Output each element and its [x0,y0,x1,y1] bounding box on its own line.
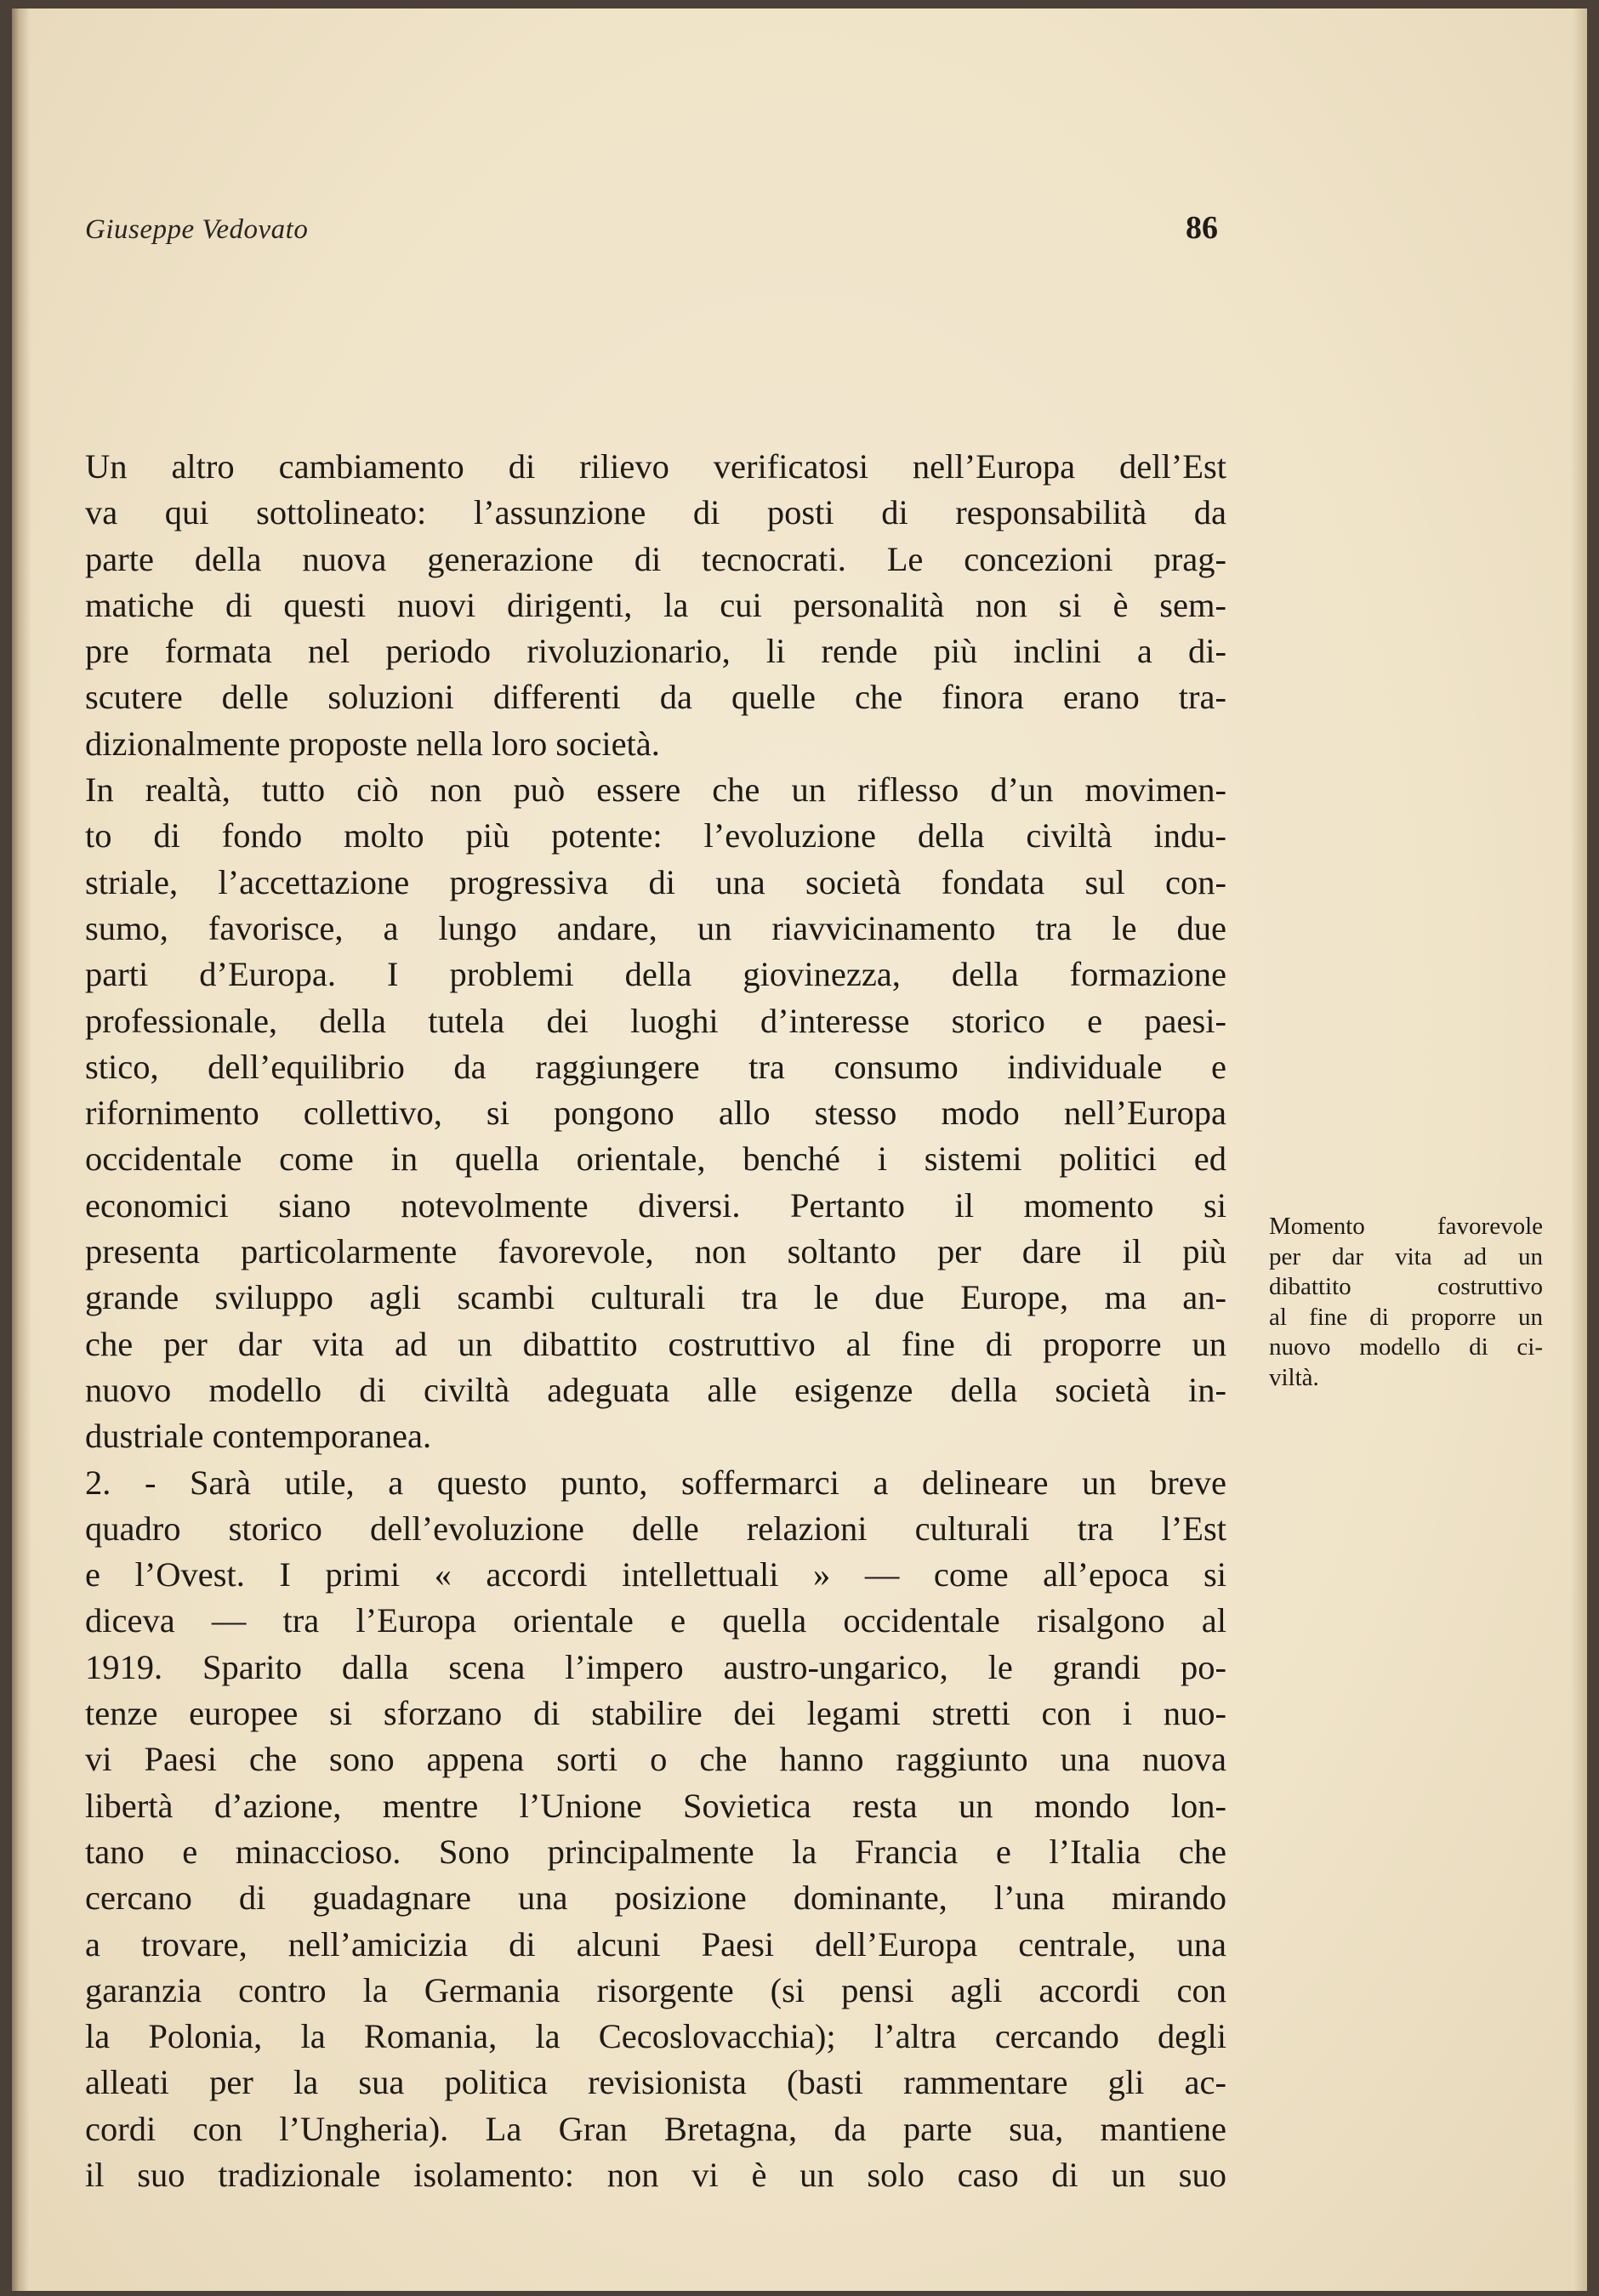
text-line: stico, dell’equilibrio da raggiungere tra consumo individuale e [85,1047,1226,1086]
text-line: Un altro cambiamento di rilievo verificatosi nell’Europa dell’Est [85,447,1226,486]
text-line: va qui sottolineato: l’assunzione di posti di responsabilità da [85,493,1226,532]
text-line: pre formata nel periodo rivoluzionario, li rende più inclini a di- [85,632,1226,671]
text-line: professionale, della tutela dei luoghi d’interesse storico e paesi- [85,1001,1226,1040]
running-header-author: Giuseppe Vedovato [85,214,309,245]
text-line: economici siano notevolmente diversi. Pertanto il momento si [85,1185,1226,1225]
text-line: dustriale contemporanea. [85,1417,432,1456]
margin-note-line: viltà. [1269,1363,1319,1391]
margin-note-line: dibattito costruttivo [1269,1273,1543,1300]
text-line: presenta particolarmente favorevole, non soltanto per dare il più [85,1232,1226,1271]
text-line: cercano di guadagnare una posizione dominante, l’una mirando [85,1878,1226,1918]
text-line: tano e minaccioso. Sono principalmente la Francia e l’Italia che [85,1832,1226,1871]
text-line: to di fondo molto più potente: l’evoluzione della civiltà indu- [85,816,1226,855]
main-text-column [85,444,1226,2198]
page-edge-shadow [1572,9,1587,2291]
margin-note-line: per dar vita ad un [1269,1242,1543,1270]
text-line: 2. - Sarà utile, a questo punto, soffermarci a delineare un breve [85,1463,1226,1502]
margin-note-line: nuovo modello di ci- [1269,1333,1543,1361]
margin-note-line: al fine di proporre un [1269,1303,1543,1331]
text-line: tenze europee si sforzano di stabilire dei legami stretti con i nuo- [85,1694,1226,1733]
text-line: striale, l’accettazione progressiva di una società fondata sul con- [85,862,1226,901]
text-line: che per dar vita ad un dibattito costruttivo al fine di proporre un [85,1324,1226,1363]
margin-note-line: Momento favorevole [1269,1213,1543,1240]
text-line: quadro storico dell’evoluzione delle relazioni culturali tra l’Est [85,1509,1226,1548]
text-line: rifornimento collettivo, si pongono allo stesso modo nell’Europa [85,1094,1226,1133]
text-line: parti d’Europa. I problemi della giovinezza, della formazione [85,955,1226,994]
text-line: a trovare, nell’amicizia di alcuni Paesi dell’Europa centrale, una [85,1924,1226,1964]
text-line: cordi con l’Ungheria). La Gran Bretagna, da parte sua, mantiene [85,2109,1226,2148]
text-line: matiche di questi nuovi dirigenti, la cui personalità non si è sem- [85,585,1226,624]
text-line: la Polonia, la Romania, la Cecoslovacchia); l’altra cercando degli [85,2017,1226,2056]
text-line: parte della nuova generazione di tecnocrati. Le concezioni prag- [85,539,1226,578]
text-line: alleati per la sua politica revisionista (basti rammentare gli ac- [85,2063,1226,2102]
text-line: sumo, favorisce, a lungo andare, un riavvicinamento tra le due [85,908,1226,947]
text-line: 1919. Sparito dalla scena l’impero austro-ungarico, le grandi po- [85,1647,1226,1686]
text-line: occidentale come in quella orientale, benché i sistemi politici ed [85,1139,1226,1179]
text-line: diceva — tra l’Europa orientale e quella occidentale risalgono al [85,1601,1226,1640]
text-line: e l’Ovest. I primi « accordi intellettuali » — come all’epoca si [85,1555,1226,1594]
text-line: nuovo modello di civiltà adeguata alle esigenze della società in- [85,1370,1226,1409]
margin-note [1269,1212,1543,1393]
text-line: il suo tradizionale isolamento: non vi è un solo caso di un suo [85,2155,1226,2194]
text-line: vi Paesi che sono appena sorti o che hanno raggiunto una nuova [85,1740,1226,1779]
text-line: garanzia contro la Germania risorgente (si pensi agli accordi con [85,1970,1226,2009]
text-line: In realtà, tutto ciò non può essere che un riflesso d’un movimen- [85,770,1226,810]
text-line: scutere delle soluzioni differenti da quelle che finora erano tra- [85,678,1226,717]
text-line: libertà d’azione, mentre l’Unione Sovietica resta un mondo lon- [85,1786,1226,1825]
page-binding-shadow [12,9,31,2291]
page-number: 86 [1186,210,1218,246]
text-line: grande sviluppo agli scambi culturali tra le due Europe, ma an- [85,1278,1226,1317]
text-line: dizionalmente proposte nella loro società. [85,724,660,763]
book-page [12,9,1587,2291]
